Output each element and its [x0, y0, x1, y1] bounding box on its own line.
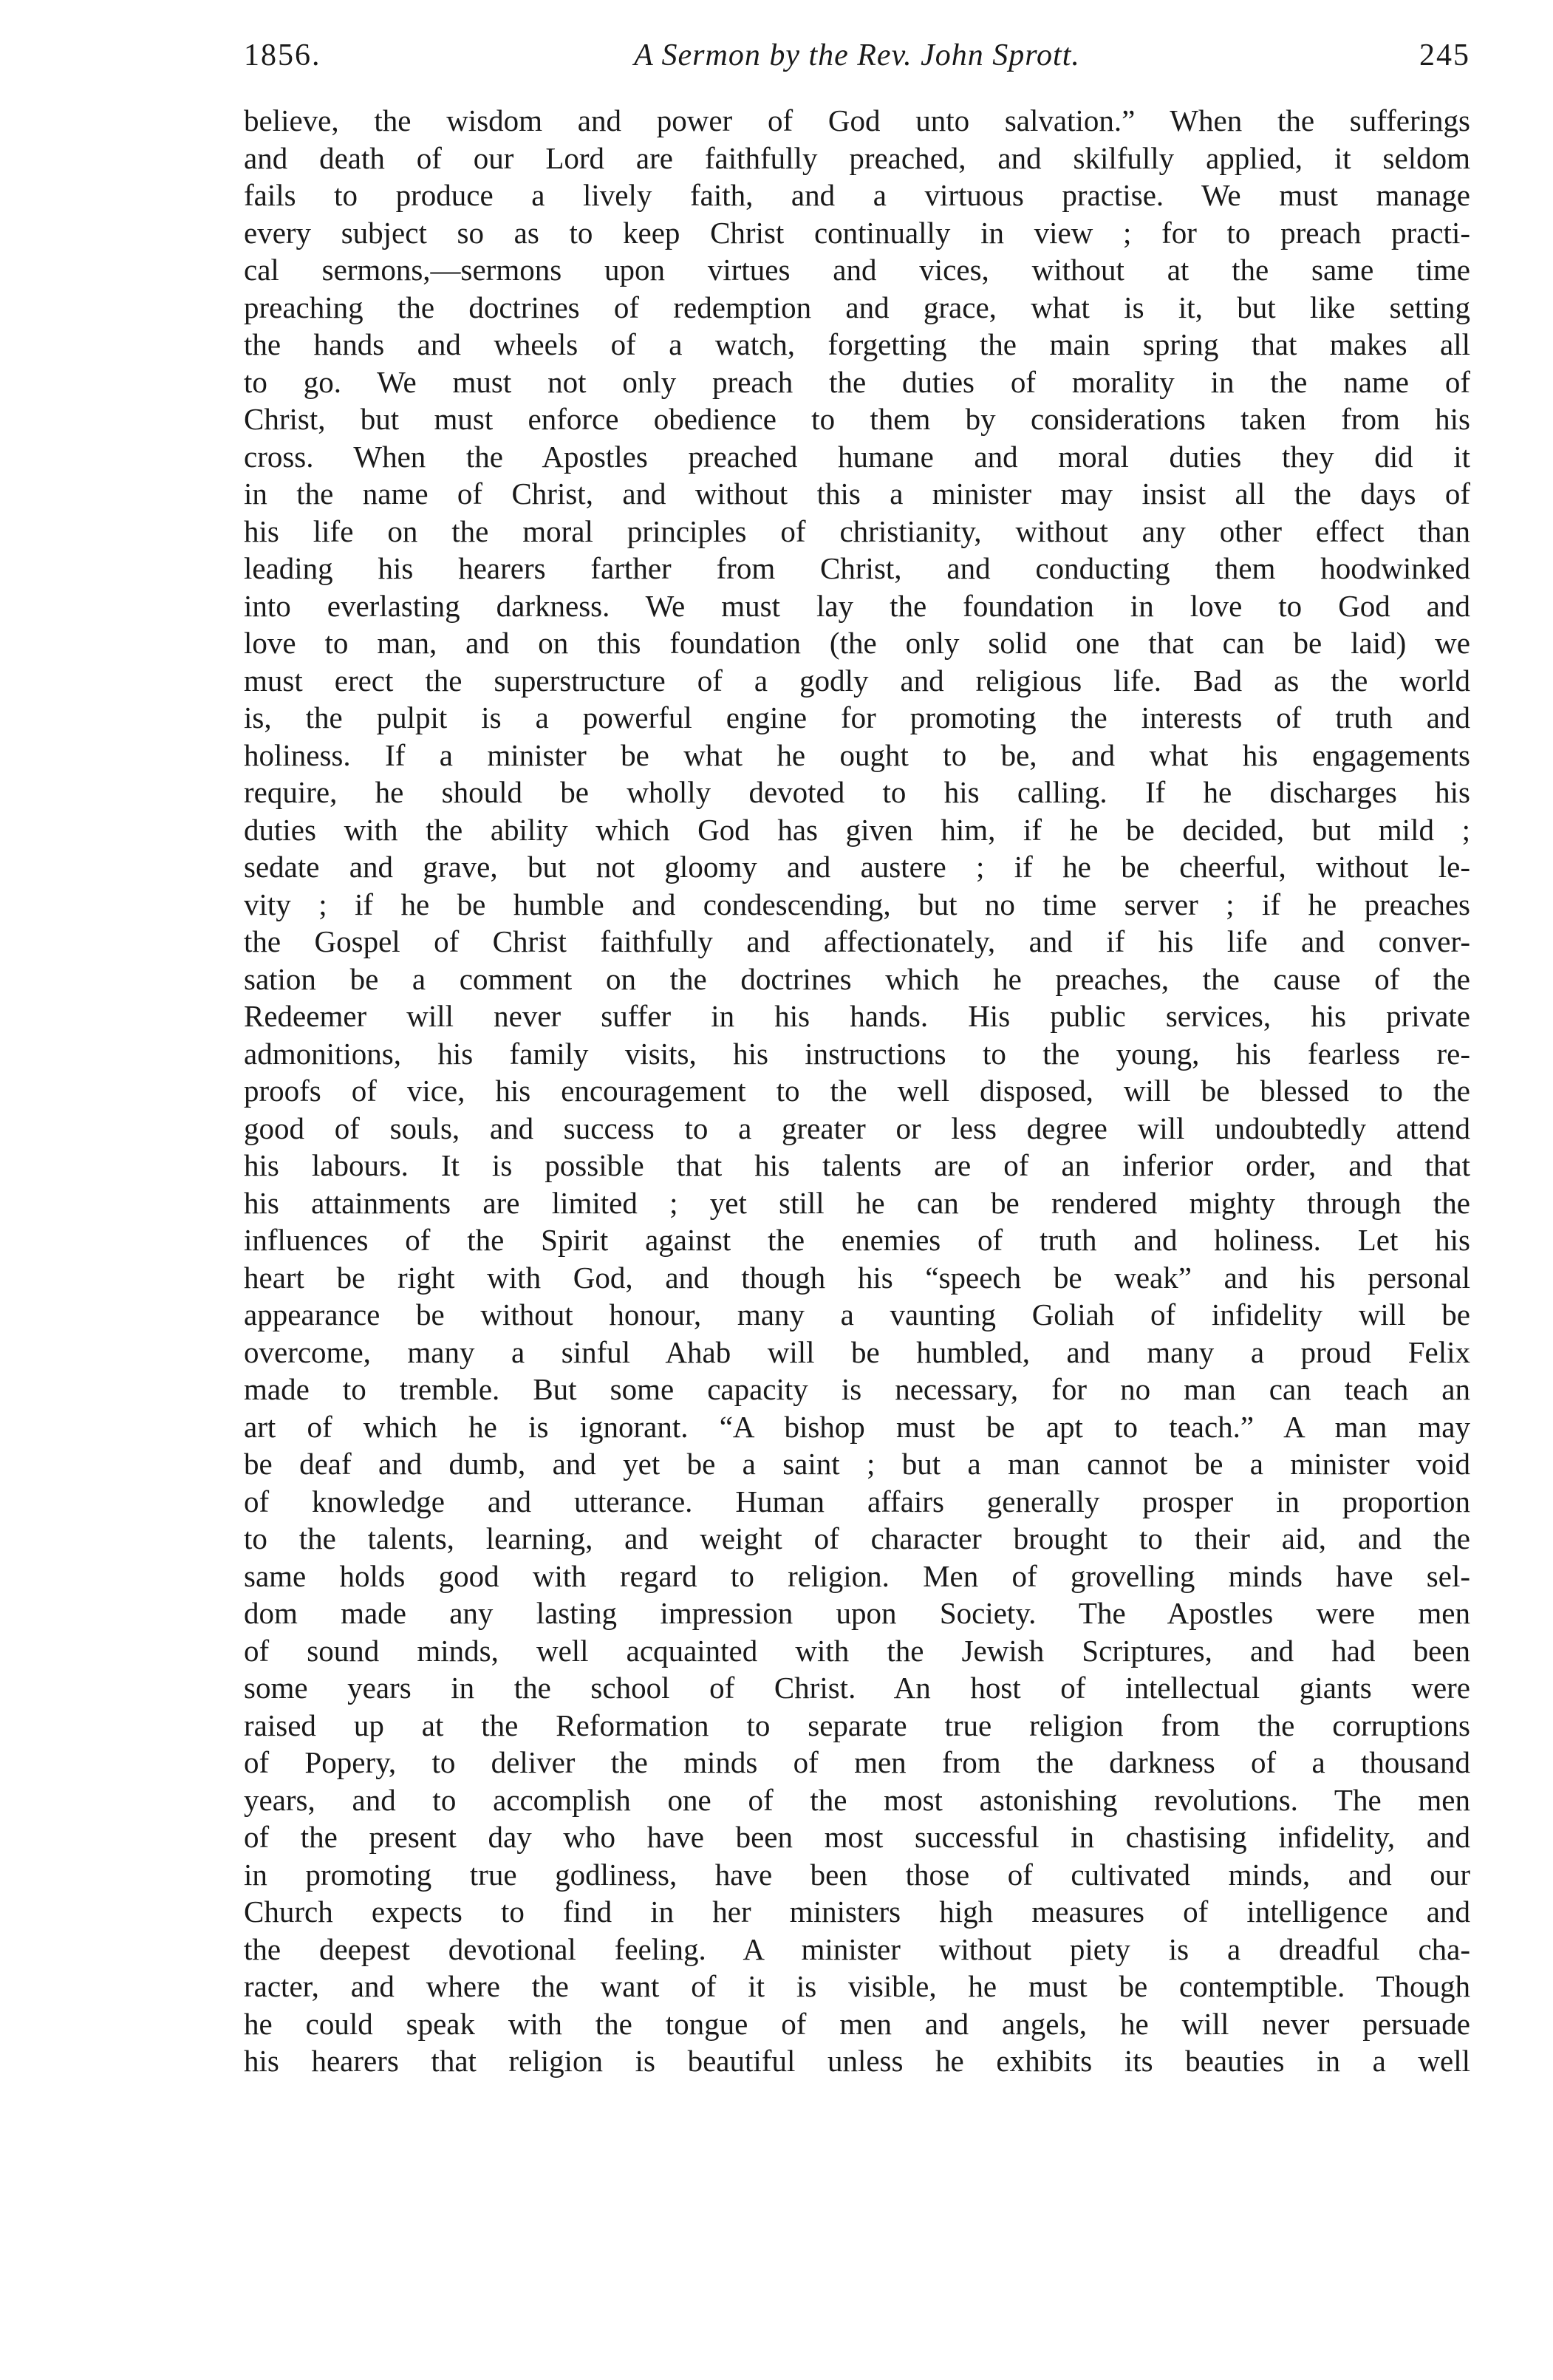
text-line: into everlasting darkness. We must lay the foundation in love to God and: [244, 588, 1470, 623]
text-line: appearance be without honour, many a vaunting Goliah of infidelity will be: [244, 1298, 1470, 1331]
book-page: [244, 30, 1470, 2080]
text-line: his labours. It is possible that his talents are of an inferior order, and that: [244, 1148, 1470, 1182]
text-line: of knowledge and utterance. Human affairs generally prosper in proportion: [244, 1484, 1470, 1518]
text-line: to the talents, learning, and weight of character brought to their aid, and the: [244, 1521, 1470, 1555]
page-number: 245: [1419, 38, 1470, 72]
text-line: proofs of vice, his encouragement to the well disposed, will be blessed to the: [244, 1074, 1470, 1108]
text-line: Christ, but must enforce obedience to them by considerations taken from his: [244, 402, 1470, 436]
text-line: years, and to accomplish one of the most astonishing revolutions. The men: [244, 1782, 1470, 1817]
text-line: art of which he is ignorant. “A bishop must be apt to teach.” A man may: [244, 1409, 1470, 1444]
text-line: require, he should be wholly devoted to his calling. If he discharges his: [244, 775, 1470, 809]
text-line: sedate and grave, but not gloomy and austere ; if he be cheerful, without le-: [244, 850, 1470, 884]
text-line: of the present day who have been most successful in chastising infidelity, and: [244, 1820, 1470, 1854]
text-line: dom made any lasting impression upon Society. The Apostles were men: [244, 1596, 1470, 1630]
text-line: and death of our Lord are faithfully preached, and skilfully applied, it seldom: [244, 140, 1470, 175]
text-line: his hearers that religion is beautiful unless he exhibits its beauties in a well: [244, 2044, 1470, 2078]
text-line: of sound minds, well acquainted with the Jewish Scriptures, and had been: [244, 1633, 1470, 1668]
text-line: fails to produce a lively faith, and a virtuous practise. We must manage: [244, 178, 1470, 212]
text-line: love to man, and on this foundation (the only solid one that can be laid) we: [244, 626, 1470, 660]
text-line: the hands and wheels of a watch, forgetting the main spring that makes all: [244, 327, 1470, 361]
text-line: the deepest devotional feeling. A minister without piety is a dreadful cha-: [244, 1931, 1470, 1966]
text-line: cal sermons,—sermons upon virtues and vices, without at the same time: [244, 253, 1470, 287]
text-line: cross. When the Apostles preached humane and moral duties they did it: [244, 439, 1470, 474]
text-line: good of souls, and success to a greater or less degree will undoubtedly attend: [244, 1111, 1470, 1145]
header-year: 1856.: [244, 38, 321, 72]
text-line: Church expects to find in her ministers high measures of intelligence and: [244, 1895, 1470, 1929]
text-line: be deaf and dumb, and yet be a saint ; but a man cannot be a minister void: [244, 1447, 1470, 1481]
text-line: duties with the ability which God has given him, if he be decided, but mild ;: [244, 812, 1470, 847]
text-line: influences of the Spirit against the enemies of truth and holiness. Let his: [244, 1223, 1470, 1257]
text-line: must erect the superstructure of a godly and religious life. Bad as the world: [244, 663, 1470, 698]
text-line: overcome, many a sinful Ahab will be humbled, and many a proud Felix: [244, 1334, 1470, 1369]
text-line: heart be right with God, and though his “speech be weak” and his personal: [244, 1260, 1470, 1295]
running-head: [244, 30, 1470, 81]
text-line: believe, the wisdom and power of God unto salvation.” When the sufferings: [244, 103, 1470, 137]
text-line: to go. We must not only preach the duties of morality in the name of: [244, 364, 1470, 399]
text-line: vity ; if he be humble and condescending, but no time server ; if he preaches: [244, 887, 1470, 921]
text-line: every subject so as to keep Christ continually in view ; for to preach practi-: [244, 215, 1470, 250]
body-text: [244, 102, 1470, 2080]
text-line: raised up at the Reformation to separate true religion from the corruptions: [244, 1708, 1470, 1742]
text-line: he could speak with the tongue of men and angels, he will never persuade: [244, 2006, 1470, 2041]
text-line: his attainments are limited ; yet still he can be rendered mighty through the: [244, 1185, 1470, 1220]
text-line: his life on the moral principles of christianity, without any other effect than: [244, 514, 1470, 548]
header-title: A Sermon by the Rev. John Sprott.: [634, 38, 1080, 72]
text-line: the Gospel of Christ faithfully and affectionately, and if his life and conver-: [244, 924, 1470, 958]
text-line: Redeemer will never suffer in his hands. His public services, his private: [244, 999, 1470, 1033]
text-line: holiness. If a minister be what he ought to be, and what his engagements: [244, 737, 1470, 772]
text-line: of Popery, to deliver the minds of men from the darkness of a thousand: [244, 1745, 1470, 1779]
text-line: leading his hearers farther from Christ, and conducting them hoodwinked: [244, 551, 1470, 585]
text-line: admonitions, his family visits, his instructions to the young, his fearless re-: [244, 1036, 1470, 1071]
text-line: same holds good with regard to religion. Men of grovelling minds have sel-: [244, 1558, 1470, 1593]
text-line: preaching the doctrines of redemption and grace, what is it, but like setting: [244, 290, 1470, 324]
text-line: in promoting true godliness, have been those of cultivated minds, and our: [244, 1857, 1470, 1892]
text-line: some years in the school of Christ. An host of intellectual giants were: [244, 1671, 1470, 1705]
text-line: in the name of Christ, and without this a minister may insist all the days of: [244, 477, 1470, 511]
text-line: racter, and where the want of it is visible, he must be contemptible. Though: [244, 1969, 1470, 2003]
text-line: sation be a comment on the doctrines which he preaches, the cause of the: [244, 961, 1470, 996]
text-line: made to tremble. But some capacity is necessary, for no man can teach an: [244, 1372, 1470, 1406]
text-line: is, the pulpit is a powerful engine for promoting the interests of truth and: [244, 700, 1470, 734]
